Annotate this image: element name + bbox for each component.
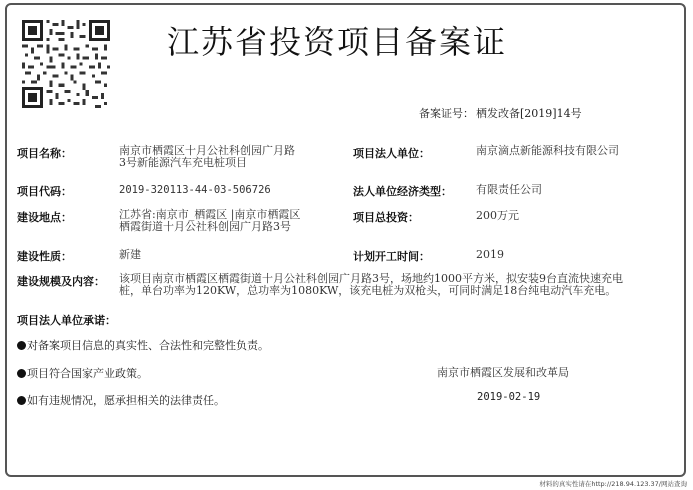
scale-content-line1: 该项目南京市栖霞区栖霞街道十月公社科创园广月路3号，场地约1000平方米，拟安装9台直流快速充电	[119, 272, 623, 285]
bullet-icon	[17, 396, 26, 405]
project-name-line1: 南京市栖霞区十月公社科创园广月路	[119, 144, 295, 157]
commitment-item: 如有违规情况，愿承担相关的法律责任。	[17, 392, 225, 408]
project-code-label: 项目代码：	[17, 185, 72, 198]
qr-code-icon	[22, 20, 110, 108]
scale-content-label: 建设规模及内容：	[17, 275, 105, 288]
commitment-label: 项目法人单位承诺：	[17, 314, 116, 327]
issue-date: 2019-02-19	[477, 391, 541, 403]
construction-nature-label: 建设性质：	[17, 250, 72, 263]
project-code-value: 2019-320113-44-03-506726	[119, 184, 271, 196]
legal-entity-label: 项目法人单位：	[353, 147, 430, 160]
project-name-line2: 3号新能源汽车充电桩项目	[119, 156, 247, 169]
certificate-title: 江苏省投资项目备案证	[167, 23, 508, 61]
commitment-item: 项目符合国家产业政策。	[17, 365, 148, 381]
certificate-number	[419, 105, 582, 121]
location-line2: 栖霞街道十月公社科创园广月路3号	[119, 220, 291, 233]
location-line1: 江苏省:南京市_栖霞区 |南京市栖霞区	[119, 208, 301, 221]
economic-type-label: 法人单位经济类型：	[353, 185, 452, 198]
economic-type-value: 有限责任公司	[476, 183, 542, 196]
project-name-label: 项目名称：	[17, 147, 72, 160]
total-investment-label: 项目总投资：	[353, 211, 419, 224]
project-name-value	[119, 145, 295, 169]
planned-start-label: 计划开工时间：	[353, 250, 430, 263]
bullet-icon	[17, 341, 26, 350]
commitment-item: 对备案项目信息的真实性、合法性和完整性负责。	[17, 337, 269, 353]
certificate-frame	[5, 3, 686, 477]
certificate-number-label: 备案证号：	[419, 107, 474, 120]
planned-start-value: 2019	[476, 248, 504, 261]
verification-note: 材料的真实性请在http://218.94.123.37/网站查询	[539, 480, 687, 488]
location-value	[119, 209, 300, 233]
certificate-number-value: 栖发改备[2019]14号	[476, 107, 582, 120]
location-label: 建设地点：	[17, 211, 72, 224]
total-investment-value: 200万元	[476, 209, 519, 222]
construction-nature-value: 新建	[119, 248, 141, 261]
legal-entity-value: 南京滴点新能源科技有限公司	[476, 144, 619, 157]
bullet-icon	[17, 369, 26, 378]
scale-content-line2: 桩，单台功率为120KW，总功率为1080KW，该充电桩为双枪头，可同时满足18台纯电动汽车充电。	[119, 284, 617, 297]
issuing-authority: 南京市栖霞区发展和改革局	[437, 366, 569, 379]
scale-content-value	[119, 273, 679, 297]
